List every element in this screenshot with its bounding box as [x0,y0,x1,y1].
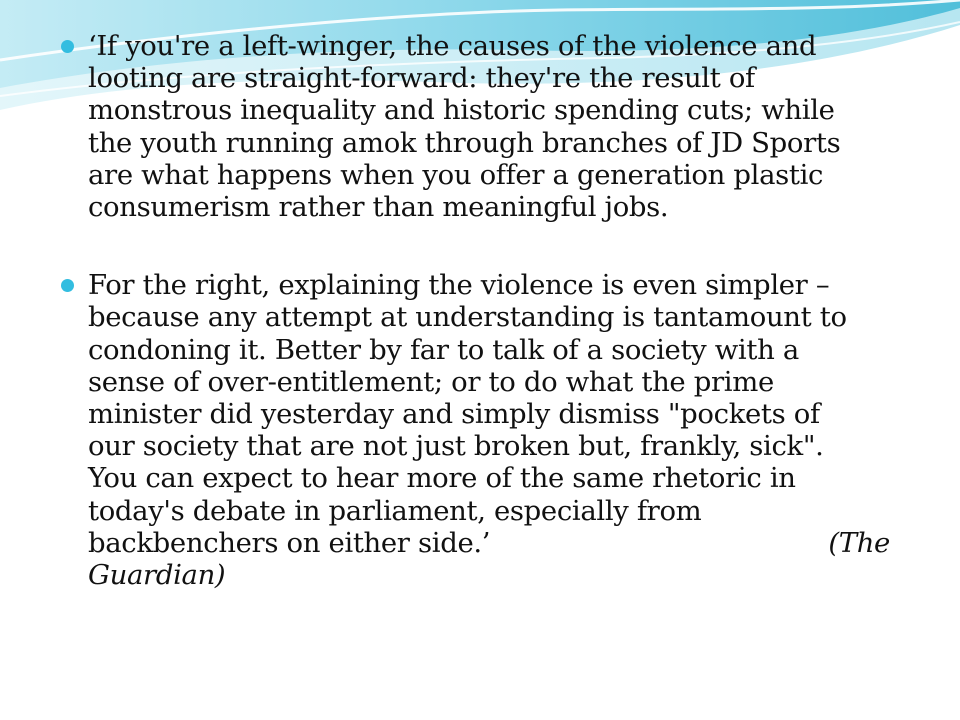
text-line: For the right, explaining the violence is even simpler – [88,269,830,302]
text-line-with-citation [88,527,890,559]
citation-source-end: Guardian) [88,559,226,592]
text-line: our society that are not just broken but, frankly, sick". [88,430,824,463]
quote-bullet-left-wing [60,30,900,223]
bullet-dot-icon [61,40,74,53]
text-line: the youth running amok through branches of JD Sports [88,126,841,159]
text-line: today's debate in parliament, especially from [88,494,702,527]
text-line: You can expect to hear more of the same rhetoric in [88,462,796,495]
text-line: consumerism rather than meaningful jobs. [88,191,669,224]
text-line: backbenchers on either side.’ [88,526,491,559]
text-line: condoning it. Better by far to talk of a society with a [88,333,799,366]
text-line: are what happens when you offer a generation plastic [88,158,824,191]
text-line: looting are straight-forward: they're the result of [88,62,755,95]
text-line: minister did yesterday and simply dismiss "pockets of [88,398,820,431]
text-line: sense of over-entitlement; or to do what the prime [88,365,774,398]
text-line: because any attempt at understanding is tantamount to [88,301,847,334]
slide-body [60,30,900,591]
quote-bullet-right-wing [60,269,900,591]
text-line: monstrous inequality and historic spending cuts; while [88,94,835,127]
bullet-dot-icon [61,279,74,292]
citation-source-start: (The [828,526,890,559]
text-line: ‘If you're a left-winger, the causes of the violence and [88,30,817,62]
